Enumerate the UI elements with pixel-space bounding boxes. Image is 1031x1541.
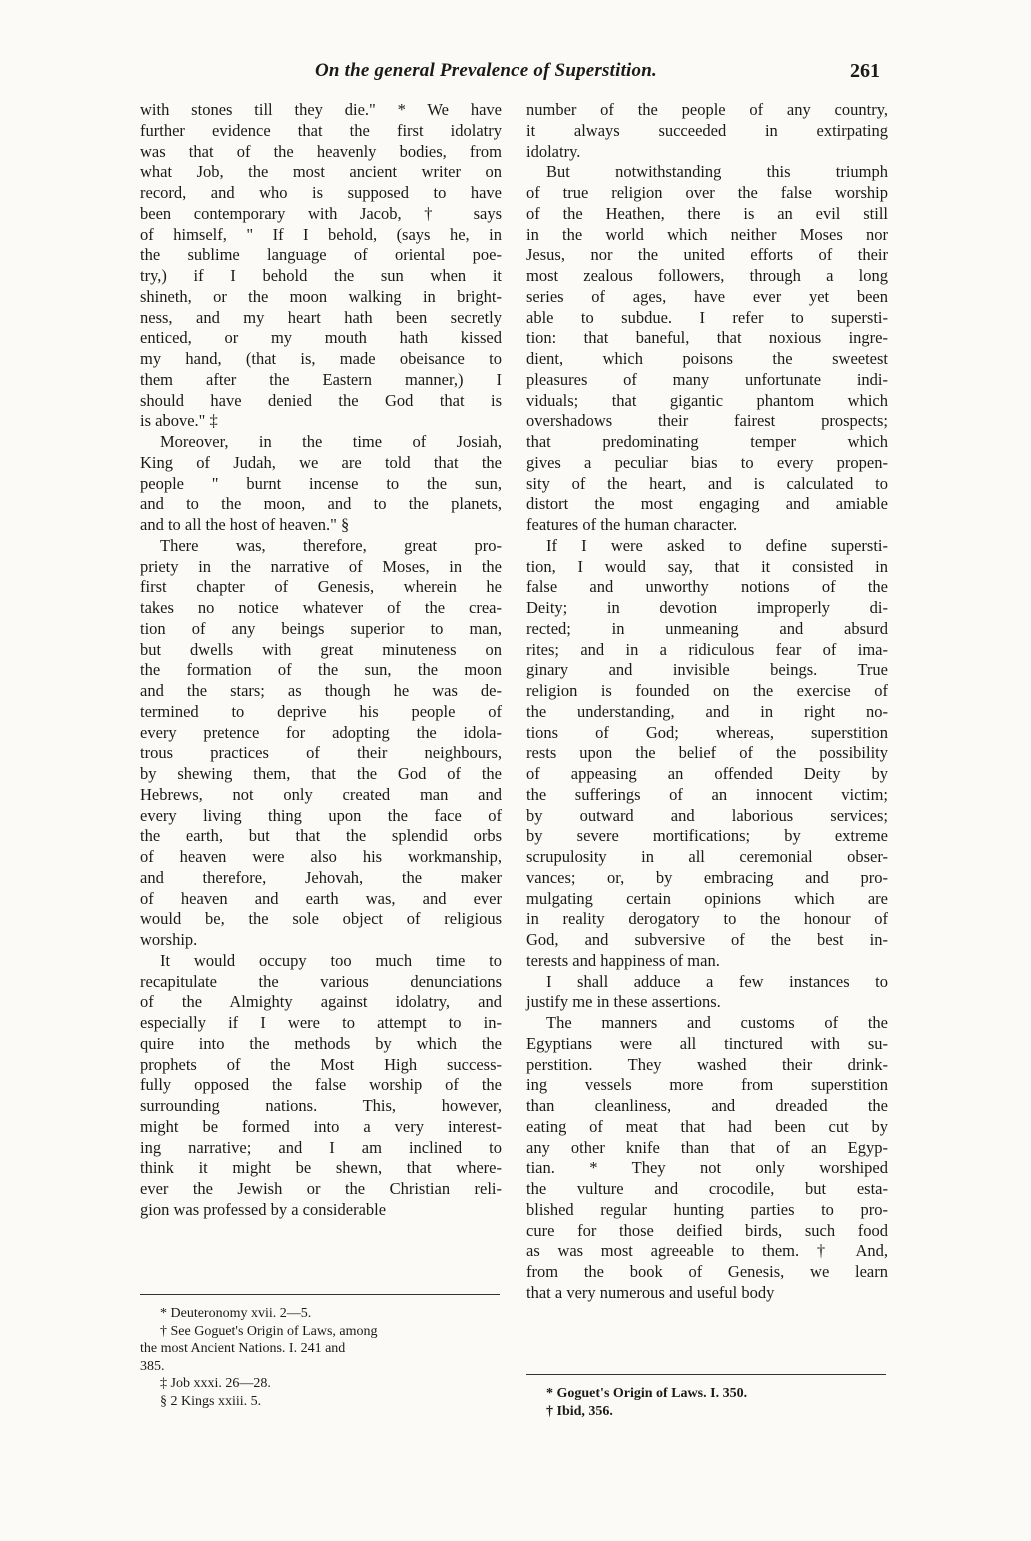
text-line: that predominating temper which xyxy=(526,432,888,451)
text-line: but dwells with great minuteness on xyxy=(140,639,502,659)
text-line: I shall adduce a few instances to xyxy=(546,971,888,991)
text-line: ness, and my heart hath been secretly xyxy=(140,307,502,327)
text-line: in reality derogatory to the honour of xyxy=(526,909,888,929)
text-line: in the world which neither Moses nor xyxy=(526,224,888,244)
paragraph xyxy=(526,162,888,536)
footnote-rule xyxy=(526,1374,886,1375)
text-line: and to the moon, and to the planets, xyxy=(140,494,502,514)
text-line: But notwithstanding this triumph xyxy=(546,162,888,182)
text-line: God, and subversive of the best in- xyxy=(526,930,888,949)
text-line: was that of the heavenly bodies, from xyxy=(140,141,502,161)
text-line: Moreover, in the time of Josiah, xyxy=(160,432,502,451)
footnote: the most Ancient Nations. I. 241 and xyxy=(140,1341,346,1356)
text-line: shineth, or the moon walking in bright- xyxy=(140,286,502,306)
text-line: gion was professed by a considerable xyxy=(140,1199,387,1219)
text-line: overshadows their fairest prospects; xyxy=(526,411,888,431)
text-line: justify me in these assertions. xyxy=(526,992,721,1012)
text-line: perstition. They washed their drink- xyxy=(526,1054,888,1074)
text-line: the formation of the sun, the moon xyxy=(140,660,502,680)
text-line: rites; and in a ridiculous fear of ima- xyxy=(526,639,888,659)
footnotes-left xyxy=(140,1294,502,1410)
text-line: pleasures of many unfortunate indi- xyxy=(526,369,888,389)
text-line: it always succeeded in extirpating xyxy=(526,120,888,140)
text-line: every living thing upon the face of xyxy=(140,805,502,825)
text-line: ing narrative; and I am inclined to xyxy=(140,1137,502,1157)
text-line: gives a peculiar bias to every propen- xyxy=(526,452,888,472)
left-column xyxy=(140,100,502,1221)
text-line: termined to deprive his people of xyxy=(140,701,502,721)
text-line: Egyptians were all tinctured with su- xyxy=(526,1033,888,1053)
text-line: of appeasing an offended Deity by xyxy=(526,764,888,783)
text-line: There was, therefore, great pro- xyxy=(160,535,502,555)
text-line: is above." ‡ xyxy=(140,411,218,431)
text-line: King of Judah, we are told that the xyxy=(140,452,502,472)
text-line: The manners and customs of the xyxy=(546,1013,888,1032)
text-line: record, and who is supposed to have xyxy=(140,183,502,202)
text-line: think it might be shewn, that where- xyxy=(140,1158,502,1178)
text-line: cure for those deified birds, such food xyxy=(526,1220,888,1240)
text-line: by outward and laborious services; xyxy=(526,805,888,825)
page-header xyxy=(140,60,880,86)
text-line: dient, which poisons the sweetest xyxy=(526,349,888,368)
text-line: first chapter of Genesis, wherein he xyxy=(140,577,502,597)
text-line: eating of meat that had been cut by xyxy=(526,1116,888,1136)
text-line: able to subdue. I refer to supersti- xyxy=(526,307,888,327)
text-line: as was most agreeable to them. † And, xyxy=(526,1241,888,1261)
text-line: blished regular hunting parties to pro- xyxy=(526,1199,888,1219)
text-line: rests upon the belief of the possibility xyxy=(526,743,888,763)
text-line: might be formed into a very interest- xyxy=(140,1116,502,1136)
text-line: worship. xyxy=(140,930,198,949)
page-number: 261 xyxy=(850,60,880,82)
text-line: that a very numerous and useful body xyxy=(526,1282,775,1302)
paragraph xyxy=(140,432,502,536)
text-line: recapitulate the various denunciations xyxy=(140,971,502,991)
footnote: † Ibid, 356. xyxy=(546,1403,613,1419)
text-line: them after the Eastern manner,) I xyxy=(140,369,502,389)
text-line: most zealous followers, through a long xyxy=(526,266,888,285)
text-line: than cleanliness, and dreaded the xyxy=(526,1096,888,1115)
text-line: of true religion over the false worship xyxy=(526,183,888,202)
text-line: It would occupy too much time to xyxy=(160,950,502,970)
text-line: tions of God; whereas, superstition xyxy=(526,722,888,742)
text-line: of heaven and earth was, and ever xyxy=(140,888,502,908)
text-line: scrupulosity in all ceremonial obser- xyxy=(526,847,888,866)
text-line: of himself, " If I behold, (says he, in xyxy=(140,224,502,244)
text-line: tion of any beings superior to man, xyxy=(140,618,502,638)
text-line: of heaven were also his workmanship, xyxy=(140,847,502,866)
text-line: with stones till they die." * We have xyxy=(140,100,502,119)
text-line: what Job, the most ancient writer on xyxy=(140,162,502,182)
text-line: the sufferings of an innocent victim; xyxy=(526,784,888,804)
footnote: † See Goguet's Origin of Laws, among xyxy=(160,1323,378,1339)
text-line: the understanding, and in right no- xyxy=(526,701,888,721)
text-line: quire into the methods by which the xyxy=(140,1033,502,1053)
text-line: and the stars; as though he was de- xyxy=(140,681,502,700)
running-title: On the general Prevalence of Superstition. xyxy=(315,60,657,81)
text-line: would be, the sole object of religious xyxy=(140,909,502,929)
text-line: and to all the host of heaven." § xyxy=(140,515,350,534)
text-line: my hand, (that is, made obeisance to xyxy=(140,349,502,368)
text-line: religion is founded on the exercise of xyxy=(526,681,888,700)
text-line: ever the Jewish or the Christian reli- xyxy=(140,1179,502,1198)
text-line: surrounding nations. This, however, xyxy=(140,1096,502,1115)
text-line: vances; or, by embracing and pro- xyxy=(526,867,888,887)
text-line: by severe mortifications; by extreme xyxy=(526,826,888,846)
text-line: been contemporary with Jacob, † says xyxy=(140,203,502,223)
text-line: tian. * They not only worshiped xyxy=(526,1158,888,1178)
footnote: * Goguet's Origin of Laws. I. 350. xyxy=(546,1386,748,1401)
footnotes-right xyxy=(526,1374,888,1420)
footnote: * Deuteronomy xvii. 2—5. xyxy=(160,1306,312,1321)
text-line: every pretence for adopting the idola- xyxy=(140,722,502,742)
text-line: of the Heathen, there is an evil still xyxy=(526,203,888,223)
right-column xyxy=(526,100,888,1304)
footnote: ‡ Job xxxi. 26—28. xyxy=(160,1376,271,1391)
text-line: Hebrews, not only created man and xyxy=(140,784,502,804)
text-line: any other knife than that of an Egyp- xyxy=(526,1137,888,1157)
paragraph xyxy=(526,972,888,1014)
text-line: takes no notice whatever of the crea- xyxy=(140,598,502,617)
text-line: features of the human character. xyxy=(526,515,738,534)
text-line: mulgating certain opinions which are xyxy=(526,888,888,908)
text-line: tion, I would say, that it consisted in xyxy=(526,556,888,576)
paragraph xyxy=(526,536,888,972)
text-line: Deity; in devotion improperly di- xyxy=(526,598,888,617)
text-line: viduals; that gigantic phantom which xyxy=(526,390,888,410)
text-line: should have denied the God that is xyxy=(140,390,502,410)
text-line: and therefore, Jehovah, the maker xyxy=(140,867,502,887)
text-line: trous practices of their neighbours, xyxy=(140,743,502,763)
text-line: the sublime language of oriental poe- xyxy=(140,245,502,265)
text-line: the vulture and crocodile, but esta- xyxy=(526,1179,888,1198)
footnote: § 2 Kings xxiii. 5. xyxy=(160,1393,262,1409)
text-line: ginary and invisible beings. True xyxy=(526,660,888,680)
text-line: number of the people of any country, xyxy=(526,100,888,119)
text-line: prophets of the Most High success- xyxy=(140,1054,502,1074)
footnote-rule xyxy=(140,1294,500,1295)
paragraph xyxy=(140,100,502,432)
text-line: If I were asked to define supersti- xyxy=(546,535,888,555)
footnote: 385. xyxy=(140,1358,165,1374)
text-line: enticed, or my mouth hath kissed xyxy=(140,328,502,348)
paragraph xyxy=(526,1013,888,1304)
text-line: priety in the narrative of Moses, in the xyxy=(140,556,502,576)
text-line: the earth, but that the splendid orbs xyxy=(140,826,502,846)
text-line: especially if I were to attempt to in- xyxy=(140,1013,502,1032)
text-line: of the Almighty against idolatry, and xyxy=(140,992,502,1012)
paragraph xyxy=(140,951,502,1221)
text-line: further evidence that the first idolatry xyxy=(140,120,502,140)
paragraph xyxy=(526,100,888,162)
text-line: series of ages, have ever yet been xyxy=(526,286,888,306)
text-line: Jesus, nor the united efforts of their xyxy=(526,245,888,265)
text-line: by shewing them, that the God of the xyxy=(140,764,502,783)
paragraph xyxy=(140,536,502,951)
text-line: distort the most engaging and amiable xyxy=(526,494,888,514)
text-line: rected; in unmeaning and absurd xyxy=(526,618,888,638)
text-line: ing vessels more from superstition xyxy=(526,1075,888,1095)
text-line: people " burnt incense to the sun, xyxy=(140,473,502,493)
text-line: fully opposed the false worship of the xyxy=(140,1075,502,1095)
text-line: terests and happiness of man. xyxy=(526,950,720,970)
text-line: from the book of Genesis, we learn xyxy=(526,1262,888,1281)
text-line: idolatry. xyxy=(526,141,581,161)
text-line: try,) if I behold the sun when it xyxy=(140,266,502,285)
text-line: false and unworthy notions of the xyxy=(526,577,888,597)
text-line: tion: that baneful, that noxious ingre- xyxy=(526,328,888,348)
text-line: sity of the heart, and is calculated to xyxy=(526,473,888,493)
